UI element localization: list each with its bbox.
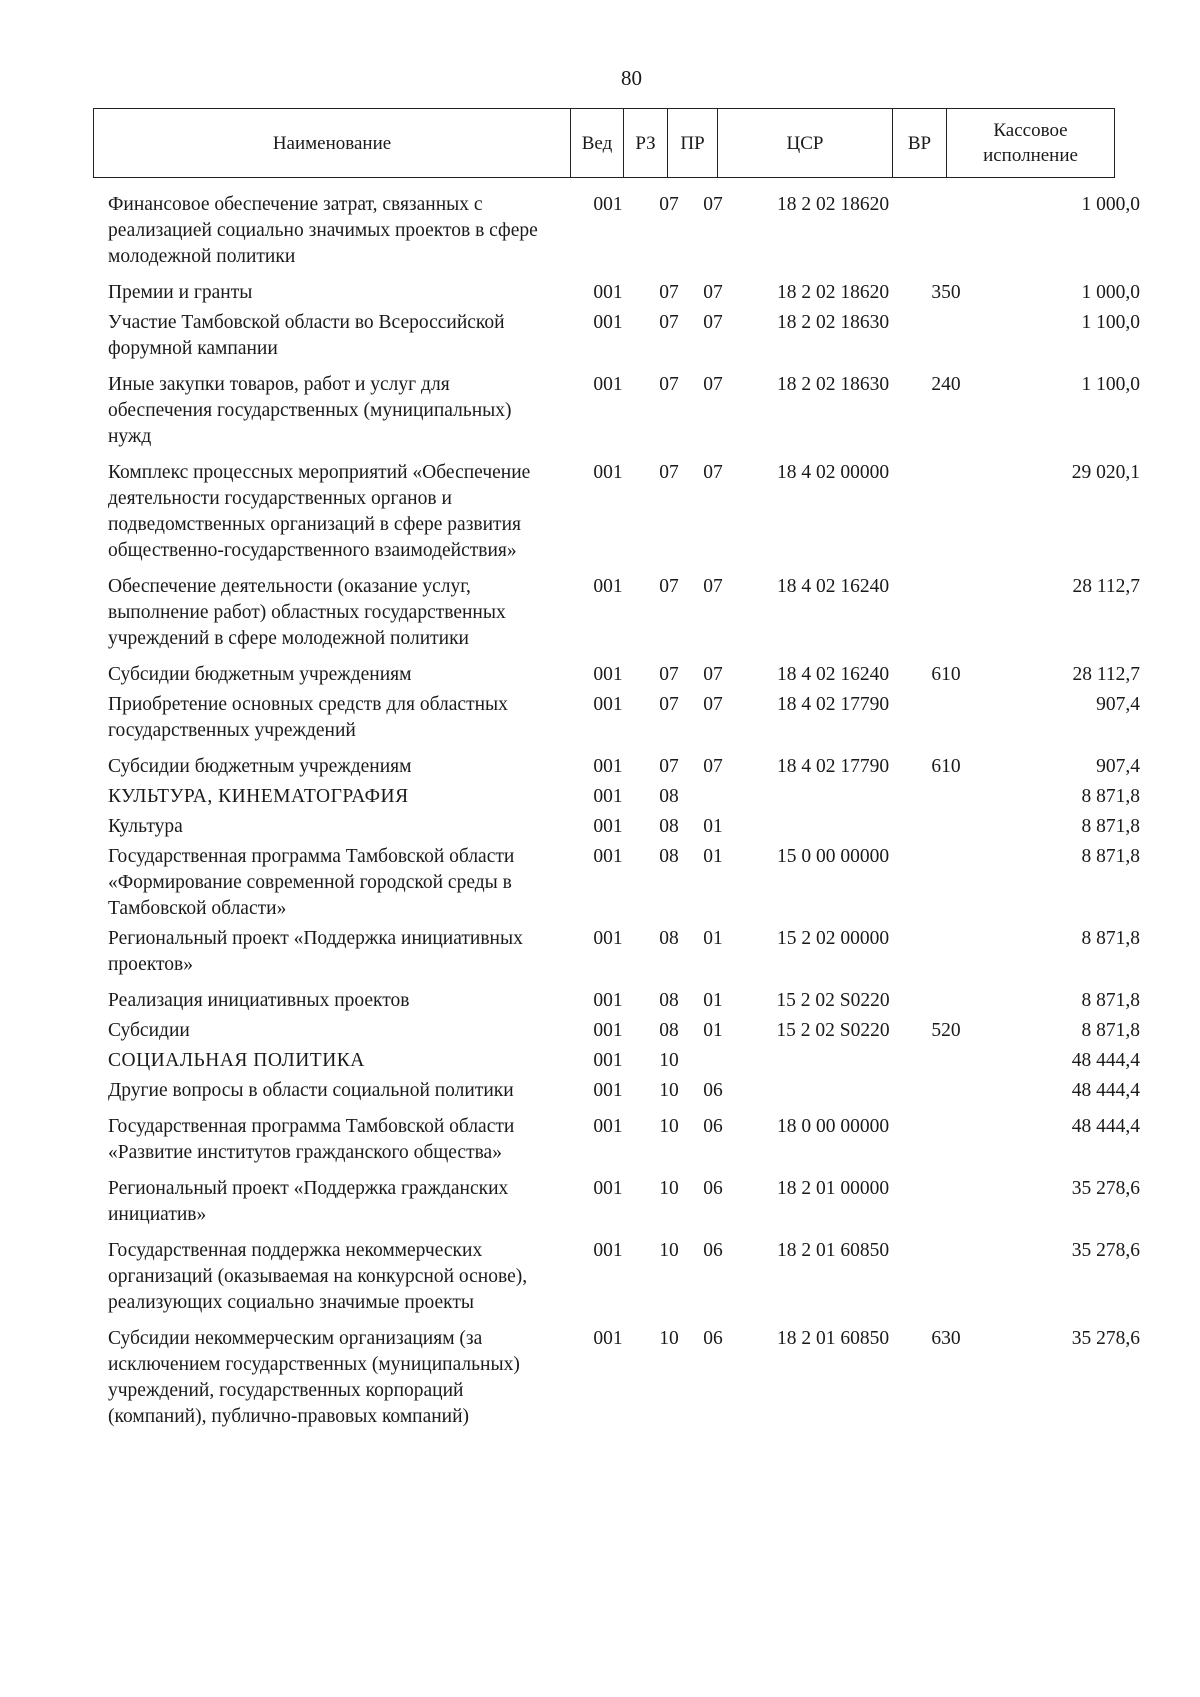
table-row: [0, 1326, 1200, 1430]
row-amount: 907,4: [1096, 756, 1140, 777]
row-rz: 08: [659, 990, 679, 1011]
table-row: [0, 574, 1200, 652]
row-rz: 07: [659, 312, 679, 333]
row-pr: 06: [703, 1178, 723, 1199]
row-vr: 630: [931, 1328, 961, 1349]
table-row: [0, 1078, 1200, 1104]
row-pr: 07: [703, 664, 723, 685]
row-rz: 10: [659, 1050, 679, 1071]
header-amount-line1: Кассовое: [993, 120, 1068, 141]
row-name: КУЛЬТУРА, КИНЕМАТОГРАФИЯ: [108, 786, 409, 807]
row-rz: 07: [659, 576, 679, 597]
row-ved: 001: [593, 816, 623, 837]
row-pr: 07: [703, 756, 723, 777]
row-rz: 07: [659, 374, 679, 395]
row-name: Субсидии некоммерческим организациям (за исключением государственных (муниципальных) учреждений, государственных корпораций (компаний), публично-правовых компаний): [108, 1328, 520, 1427]
row-ved: 001: [593, 374, 623, 395]
row-csr: 18 2 02 18620: [776, 194, 890, 215]
row-pr: 07: [703, 312, 723, 333]
table-row: [0, 754, 1200, 780]
row-amount: 1 000,0: [1081, 282, 1140, 303]
row-ved: 001: [593, 194, 623, 215]
row-ved: 001: [593, 1080, 623, 1101]
row-amount: 29 020,1: [1071, 462, 1140, 483]
table-row: [0, 814, 1200, 840]
row-csr: 18 2 02 18630: [776, 374, 890, 395]
row-ved: 001: [593, 576, 623, 597]
row-name: Реализация инициативных проектов: [108, 990, 410, 1011]
table-row: [0, 662, 1200, 688]
table-row: [0, 926, 1200, 978]
row-csr: 15 2 02 00000: [776, 928, 890, 949]
header-pr: ПР: [668, 109, 718, 178]
row-rz: 07: [659, 694, 679, 715]
row-pr: 01: [703, 990, 723, 1011]
table-row: [0, 1018, 1200, 1044]
row-rz: 08: [659, 846, 679, 867]
row-pr: 07: [703, 576, 723, 597]
table-row: [0, 192, 1200, 270]
row-csr: 18 2 02 18620: [776, 282, 890, 303]
table-row: [0, 1176, 1200, 1228]
row-name: Комплекс процессных мероприятий «Обеспечение деятельности государственных органов и подведомственных организаций в сфере развития общественно-государственного взаимодействия»: [108, 462, 531, 561]
row-rz: 07: [659, 664, 679, 685]
table-row: [0, 844, 1200, 922]
row-ved: 001: [593, 282, 623, 303]
row-csr: 18 4 02 00000: [776, 462, 890, 483]
row-name: Обеспечение деятельности (оказание услуг, выполнение работ) областных государственных учреждений в сфере молодежной политики: [108, 576, 506, 649]
row-ved: 001: [593, 664, 623, 685]
row-rz: 10: [659, 1240, 679, 1261]
row-csr: 18 2 01 60850: [776, 1328, 890, 1349]
row-amount: 1 100,0: [1081, 312, 1140, 333]
row-amount: 35 278,6: [1071, 1328, 1140, 1349]
row-csr: 18 4 02 16240: [776, 576, 890, 597]
row-csr: 18 0 00 00000: [776, 1116, 890, 1137]
row-pr: 07: [703, 374, 723, 395]
table-row: [0, 784, 1200, 810]
row-name: Другие вопросы в области социальной политики: [108, 1080, 514, 1101]
row-ved: 001: [593, 928, 623, 949]
row-name: Государственная программа Тамбовской области «Формирование современной городской среды в Тамбовской области»: [108, 846, 515, 919]
row-rz: 10: [659, 1080, 679, 1101]
row-ved: 001: [593, 1240, 623, 1261]
row-amount: 28 112,7: [1072, 664, 1140, 685]
row-ved: 001: [593, 1116, 623, 1137]
row-ved: 001: [593, 1020, 623, 1041]
row-amount: 8 871,8: [1081, 816, 1140, 837]
row-amount: 28 112,7: [1072, 576, 1140, 597]
header-vr: ВР: [893, 109, 947, 178]
row-amount: 35 278,6: [1071, 1240, 1140, 1261]
row-vr: 610: [931, 664, 961, 685]
row-csr: 15 2 02 S0220: [776, 1020, 890, 1041]
row-rz: 08: [659, 928, 679, 949]
table-row: [0, 1114, 1200, 1166]
row-amount: 8 871,8: [1081, 1020, 1140, 1041]
table-row: [0, 372, 1200, 450]
header-name: Наименование: [94, 109, 571, 178]
header-amount-line2: исполнение: [983, 145, 1078, 166]
row-ved: 001: [593, 756, 623, 777]
row-amount: 48 444,4: [1071, 1116, 1140, 1137]
header-csr: ЦСР: [718, 109, 893, 178]
row-rz: 10: [659, 1116, 679, 1137]
row-amount: 8 871,8: [1081, 846, 1140, 867]
row-csr: 18 2 01 00000: [776, 1178, 890, 1199]
row-ved: 001: [593, 312, 623, 333]
row-name: Субсидии бюджетным учреждениям: [108, 756, 412, 777]
row-pr: 01: [703, 816, 723, 837]
row-csr: 18 4 02 16240: [776, 664, 890, 685]
row-rz: 10: [659, 1328, 679, 1349]
row-name: Государственная программа Тамбовской области «Развитие институтов гражданского общества»: [108, 1116, 515, 1163]
header-amount: [947, 109, 1115, 178]
row-amount: 1 100,0: [1081, 374, 1140, 395]
table-row: [0, 310, 1200, 362]
page-number: 80: [621, 66, 642, 90]
row-pr: 06: [703, 1328, 723, 1349]
row-ved: 001: [593, 1328, 623, 1349]
row-name: Субсидии: [108, 1020, 190, 1041]
table-row: [0, 988, 1200, 1014]
row-pr: 01: [703, 1020, 723, 1041]
row-name: Субсидии бюджетным учреждениям: [108, 664, 412, 685]
row-amount: 8 871,8: [1081, 928, 1140, 949]
row-name: Культура: [108, 816, 183, 837]
row-ved: 001: [593, 1050, 623, 1071]
row-pr: 06: [703, 1116, 723, 1137]
row-amount: 48 444,4: [1071, 1080, 1140, 1101]
row-amount: 48 444,4: [1071, 1050, 1140, 1071]
row-vr: 520: [931, 1020, 961, 1041]
table-row: [0, 460, 1200, 564]
row-name: Участие Тамбовской области во Всероссийской форумной кампании: [108, 312, 505, 359]
row-pr: 06: [703, 1240, 723, 1261]
row-rz: 07: [659, 194, 679, 215]
row-csr: 18 2 01 60850: [776, 1240, 890, 1261]
row-rz: 10: [659, 1178, 679, 1199]
row-amount: 907,4: [1096, 694, 1140, 715]
row-amount: 35 278,6: [1071, 1178, 1140, 1199]
row-csr: 15 0 00 00000: [776, 846, 890, 867]
row-csr: 18 4 02 17790: [776, 756, 890, 777]
row-rz: 07: [659, 756, 679, 777]
row-ved: 001: [593, 846, 623, 867]
row-csr: 18 2 02 18630: [776, 312, 890, 333]
header-rz: РЗ: [624, 109, 668, 178]
row-pr: 01: [703, 928, 723, 949]
header-ved: Вед: [571, 109, 624, 178]
row-csr: 18 4 02 17790: [776, 694, 890, 715]
row-name: Приобретение основных средств для областных государственных учреждений: [108, 694, 508, 741]
row-ved: 001: [593, 462, 623, 483]
row-pr: 07: [703, 462, 723, 483]
row-pr: 07: [703, 194, 723, 215]
row-amount: 1 000,0: [1081, 194, 1140, 215]
row-vr: 350: [931, 282, 961, 303]
row-name: Региональный проект «Поддержка инициативных проектов»: [108, 928, 523, 975]
row-rz: 07: [659, 282, 679, 303]
row-name: Государственная поддержка некоммерческих организаций (оказываемая на конкурсной основе), реализующих социально значимые проекты: [108, 1240, 528, 1313]
row-name: Иные закупки товаров, работ и услуг для обеспечения государственных (муниципальных) нужд: [108, 374, 512, 447]
table-body: [0, 192, 1200, 1440]
row-csr: 15 2 02 S0220: [776, 990, 890, 1011]
table-row: [0, 280, 1200, 306]
row-rz: 08: [659, 786, 679, 807]
row-ved: 001: [593, 786, 623, 807]
row-amount: 8 871,8: [1081, 990, 1140, 1011]
row-name: СОЦИАЛЬНАЯ ПОЛИТИКА: [108, 1050, 365, 1071]
row-pr: 06: [703, 1080, 723, 1101]
row-name: Финансовое обеспечение затрат, связанных с реализацией социально значимых проектов в сфере молодежной политики: [108, 194, 538, 267]
table-header: [93, 108, 1115, 178]
row-ved: 001: [593, 694, 623, 715]
row-ved: 001: [593, 990, 623, 1011]
row-rz: 08: [659, 1020, 679, 1041]
row-ved: 001: [593, 1178, 623, 1199]
row-rz: 08: [659, 816, 679, 837]
row-amount: 8 871,8: [1081, 786, 1140, 807]
row-pr: 07: [703, 282, 723, 303]
row-vr: 610: [931, 756, 961, 777]
table-row: [0, 692, 1200, 744]
row-name: Премии и гранты: [108, 282, 253, 303]
row-pr: 07: [703, 694, 723, 715]
row-pr: 01: [703, 846, 723, 867]
table-row: [0, 1238, 1200, 1316]
row-rz: 07: [659, 462, 679, 483]
row-vr: 240: [931, 374, 961, 395]
table-row: [0, 1048, 1200, 1074]
row-name: Региональный проект «Поддержка гражданских инициатив»: [108, 1178, 509, 1225]
